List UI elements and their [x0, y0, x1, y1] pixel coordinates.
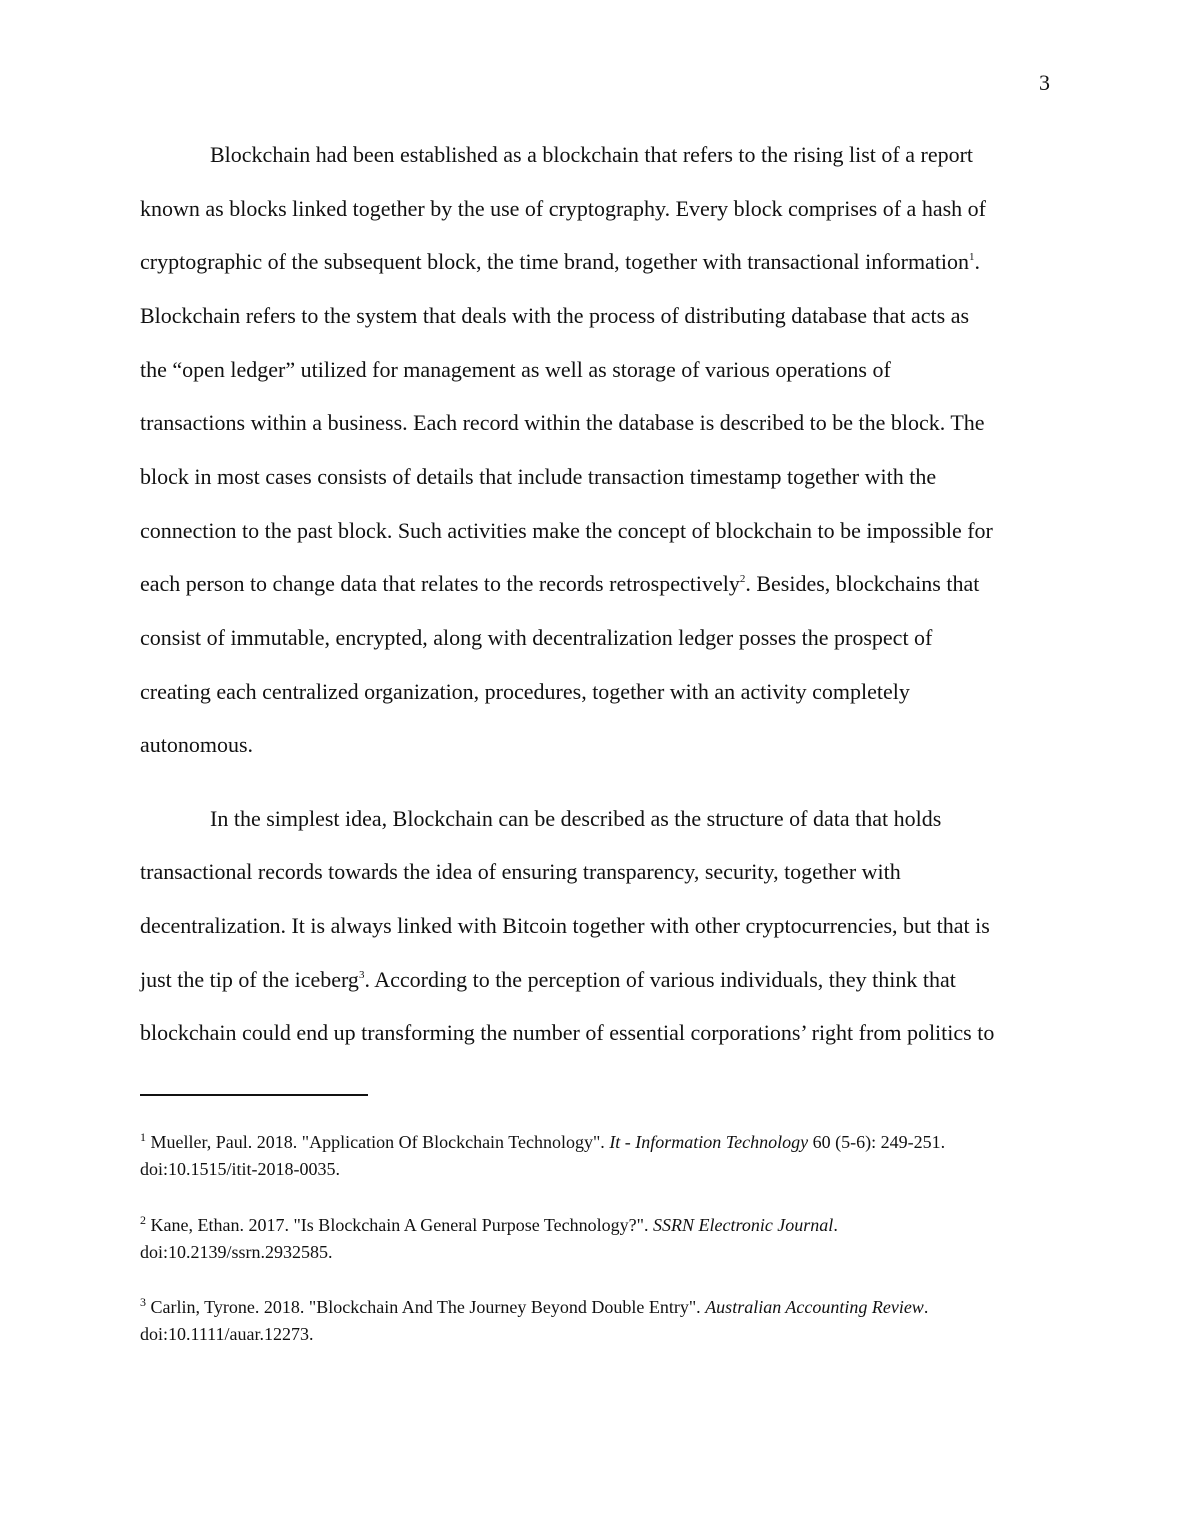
footnote-3-doi: doi:10.1111/auar.12273. [140, 1324, 314, 1344]
text-line: consist of immutable, encrypted, along with decentralization ledger posses the prospect of [140, 625, 933, 650]
footnote-2 [140, 1214, 838, 1236]
text-segment: just the tip of the iceberg [140, 967, 359, 992]
text-line: creating each centralized organization, procedures, together with an activity completely [140, 679, 910, 704]
text-segment: . [974, 249, 981, 274]
text-line: the “open ledger” utilized for management as well as storage of various operations of [140, 357, 891, 382]
footnote-number: 3 [140, 1295, 146, 1309]
text-segment: cryptographic of the subsequent block, the time brand, together with transactional information [140, 249, 970, 274]
text-segment: . According to the perception of various individuals, they think that [364, 967, 956, 992]
footnote-journal: It - Information Technology [609, 1132, 809, 1152]
text-line: decentralization. It is always linked with Bitcoin together with other cryptocurrencies, but that is [140, 913, 990, 938]
text-segment: each person to change data that relates to the records retrospectively [140, 571, 740, 596]
footnote-number: 2 [140, 1213, 146, 1227]
footnote-journal: Australian Accounting Review [705, 1297, 924, 1317]
text-line [140, 249, 980, 275]
footnote-text: 60 (5-6): 249-251. [808, 1132, 946, 1152]
footnote-1 [140, 1131, 945, 1153]
footnote-ref-1[interactable]: 1 [969, 251, 975, 263]
text-line: known as blocks linked together by the use of cryptography. Every block comprises of a hash of [140, 196, 986, 221]
page-number: 3 [1039, 70, 1050, 95]
text-line: connection to the past block. Such activities make the concept of blockchain to be impossible for [140, 518, 993, 543]
text-line: block in most cases consists of details that include transaction timestamp together with the [140, 464, 937, 489]
text-line: transactional records towards the idea of ensuring transparency, security, together with [140, 859, 901, 884]
footnote-2-doi: doi:10.2139/ssrn.2932585. [140, 1242, 333, 1262]
text-line: Blockchain had been established as a blockchain that refers to the rising list of a report [210, 142, 974, 167]
footnote-text: Carlin, Tyrone. 2018. "Blockchain And The Journey Beyond Double Entry". [146, 1297, 706, 1317]
footnote-separator [140, 1094, 368, 1096]
text-line: autonomous. [140, 732, 254, 757]
footnote-text: Kane, Ethan. 2017. "Is Blockchain A General Purpose Technology?". [146, 1215, 653, 1235]
footnote-text: . [923, 1297, 929, 1317]
footnote-ref-3[interactable]: 3 [358, 969, 365, 981]
footnote-journal: SSRN Electronic Journal [653, 1215, 834, 1235]
footnote-text: . [833, 1215, 838, 1235]
text-line [140, 967, 956, 993]
text-line: transactions within a business. Each record within the database is described to be the block. The [140, 410, 985, 435]
footnote-ref-2[interactable]: 2 [739, 573, 746, 585]
footnote-number: 1 [140, 1130, 146, 1144]
footnote-text: Mueller, Paul. 2018. "Application Of Blockchain Technology". [146, 1132, 610, 1152]
footnote-1-doi: doi:10.1515/itit-2018-0035. [140, 1159, 340, 1179]
text-line: Blockchain refers to the system that deals with the process of distributing database that acts as [140, 303, 970, 328]
text-line: blockchain could end up transforming the number of essential corporations’ right from politics to [140, 1020, 995, 1045]
footnote-3 [140, 1296, 928, 1318]
text-segment: . Besides, blockchains that [745, 571, 980, 596]
text-line [140, 571, 979, 597]
text-line: In the simplest idea, Blockchain can be described as the structure of data that holds [210, 806, 942, 831]
